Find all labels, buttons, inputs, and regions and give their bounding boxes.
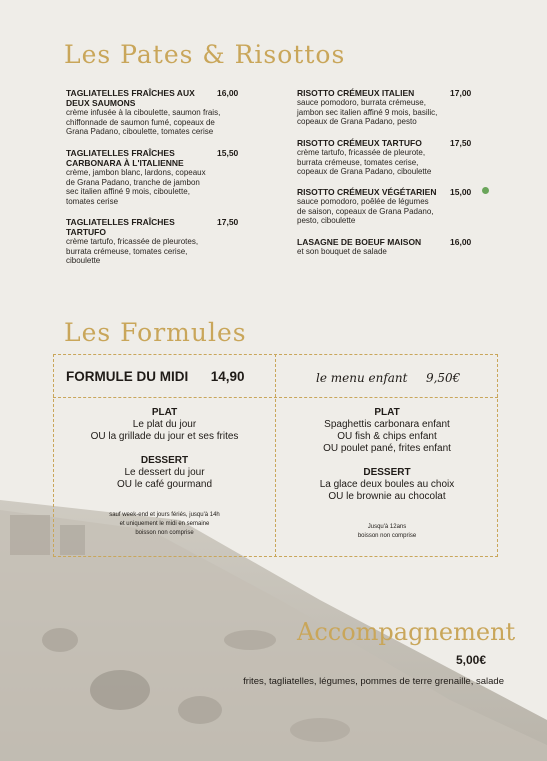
dish-description: burrata crémeuse, tomates cerise,: [297, 157, 419, 167]
menu-enfant-header: [316, 369, 460, 387]
dish-description: et son bouquet de salade: [297, 247, 387, 256]
formules-section-title: Les Formules: [64, 318, 247, 347]
dish-description: Grana Padano, ciboulette, tomates cerise: [66, 127, 214, 136]
dish-description: copeaux de Grana Padano, pesto: [297, 117, 417, 126]
dish-name: RISOTTO CRÉMEUX VÉGÉTARIEN: [297, 187, 437, 197]
dish-description: sauce pomodoro, poêlée de légumes: [297, 197, 429, 206]
pates-section-title: Les Pates & Risottos: [64, 40, 346, 69]
menu-enfant-plat-line: Spaghettis carbonara enfant: [324, 419, 450, 430]
menu-enfant-note: Jusqu'à 12ans: [367, 524, 407, 530]
dish-description: de Grana Padano, tranche de jambon: [66, 177, 200, 187]
dish-description: copeaux de Grana Padano, ciboulette: [297, 167, 432, 176]
dish-price: 15,50: [217, 148, 239, 158]
dish-description: burrata crémeuse, tomates cerise,: [66, 246, 188, 256]
dish-description: crème tartufo, fricassée de pleurote,: [297, 148, 426, 157]
menu-enfant-price: 9,50€: [425, 371, 461, 385]
dish-price: 17,00: [450, 88, 472, 98]
menu-enfant-dessert-title: DESSERT: [363, 467, 411, 478]
formule-midi-body: [55, 407, 274, 538]
dish-description: tomates cerise: [66, 196, 119, 206]
dish-description: de saison, copeaux de Grana Padano,: [297, 206, 434, 216]
formule-midi-plat-title: PLAT: [151, 407, 178, 418]
dish-description: pesto, ciboulette: [297, 216, 356, 225]
menu-enfant-plat-title: PLAT: [374, 407, 400, 418]
dish-name: RISOTTO CRÉMEUX TARTUFO: [297, 138, 422, 148]
dish-price: 17,50: [217, 217, 239, 227]
formule-midi-price: 14,90: [210, 369, 245, 384]
menu-enfant-body: [277, 407, 497, 541]
formule-midi-note: et uniquement le midi en semaine: [119, 521, 210, 527]
dish-price: 17,50: [450, 138, 472, 148]
formule-midi-dessert-line: Le dessert du jour: [124, 467, 205, 478]
formule-midi-dessert-title: DESSERT: [140, 455, 189, 466]
leaf-badge-icon: [482, 187, 489, 194]
dish-price: 15,00: [450, 187, 472, 197]
dish-name: RISOTTO CRÉMEUX ITALIEN: [297, 88, 415, 98]
accompagnement-price: 5,00€: [456, 653, 487, 667]
dish-name: TAGLIATELLES FRAÎCHES CARBONARA À L'ITALIENNE: [66, 148, 184, 168]
formule-midi-label: FORMULE DU MIDI: [66, 369, 189, 384]
accompagnement-items: frites, tagliatelles, légumes, pommes de terre grenaille, salade: [243, 676, 504, 687]
menu-enfant-plat-line: OU poulet pané, frites enfant: [323, 443, 451, 454]
dish-name: LASAGNE DE BOEUF MAISON: [297, 237, 422, 247]
dish-description: ciboulette: [66, 256, 101, 265]
formules-divider-vertical: [275, 354, 276, 557]
dish-name: TAGLIATELLES FRAÎCHES TARTUFO: [66, 217, 175, 237]
menu-enfant-plat-line: OU fish & chips enfant: [337, 431, 437, 442]
formule-midi-header: [66, 368, 245, 386]
dish-description: crème infusée à la ciboulette, saumon frais,: [66, 108, 221, 117]
dish-price: 16,00: [217, 88, 239, 98]
dish-description: crème tartufo, fricassée de pleurotes,: [66, 237, 199, 246]
dish-description: sauce pomodoro, burrata crémeuse,: [297, 98, 426, 107]
menu-enfant-label: le menu enfant: [316, 371, 408, 385]
formule-midi-note: sauf week-end et jours fériés, jusqu'à 14h: [109, 512, 220, 518]
formule-midi-plat-line: OU la grillade du jour et ses frites: [90, 431, 239, 442]
formule-midi-plat-line: Le plat du jour: [132, 419, 197, 430]
menu-enfant-dessert-line: La glace deux boules au choix: [319, 479, 455, 490]
dish-name: TAGLIATELLES FRAÎCHES AUX DEUX SAUMONS: [66, 88, 195, 108]
menu-enfant-note: boisson non comprise: [357, 533, 417, 539]
dish-description: crème, jambon blanc, lardons, copeaux: [66, 168, 206, 177]
formule-midi-dessert-line: OU le café gourmand: [116, 479, 213, 490]
dish-description: chiffonnade de saumon fumé, copeaux de: [66, 117, 215, 127]
formules-divider-horizontal: [53, 397, 498, 398]
menu-enfant-dessert-line: OU le brownie au chocolat: [328, 491, 446, 502]
dish-description: sec italien affiné 9 mois, ciboulette,: [66, 187, 190, 196]
formule-midi-note: boisson non comprise: [135, 530, 194, 536]
accompagnement-title: Accompagnement: [297, 618, 516, 646]
dish-description: jambon sec italien affiné 9 mois, basilic,: [297, 107, 438, 117]
dish-price: 16,00: [450, 237, 472, 247]
